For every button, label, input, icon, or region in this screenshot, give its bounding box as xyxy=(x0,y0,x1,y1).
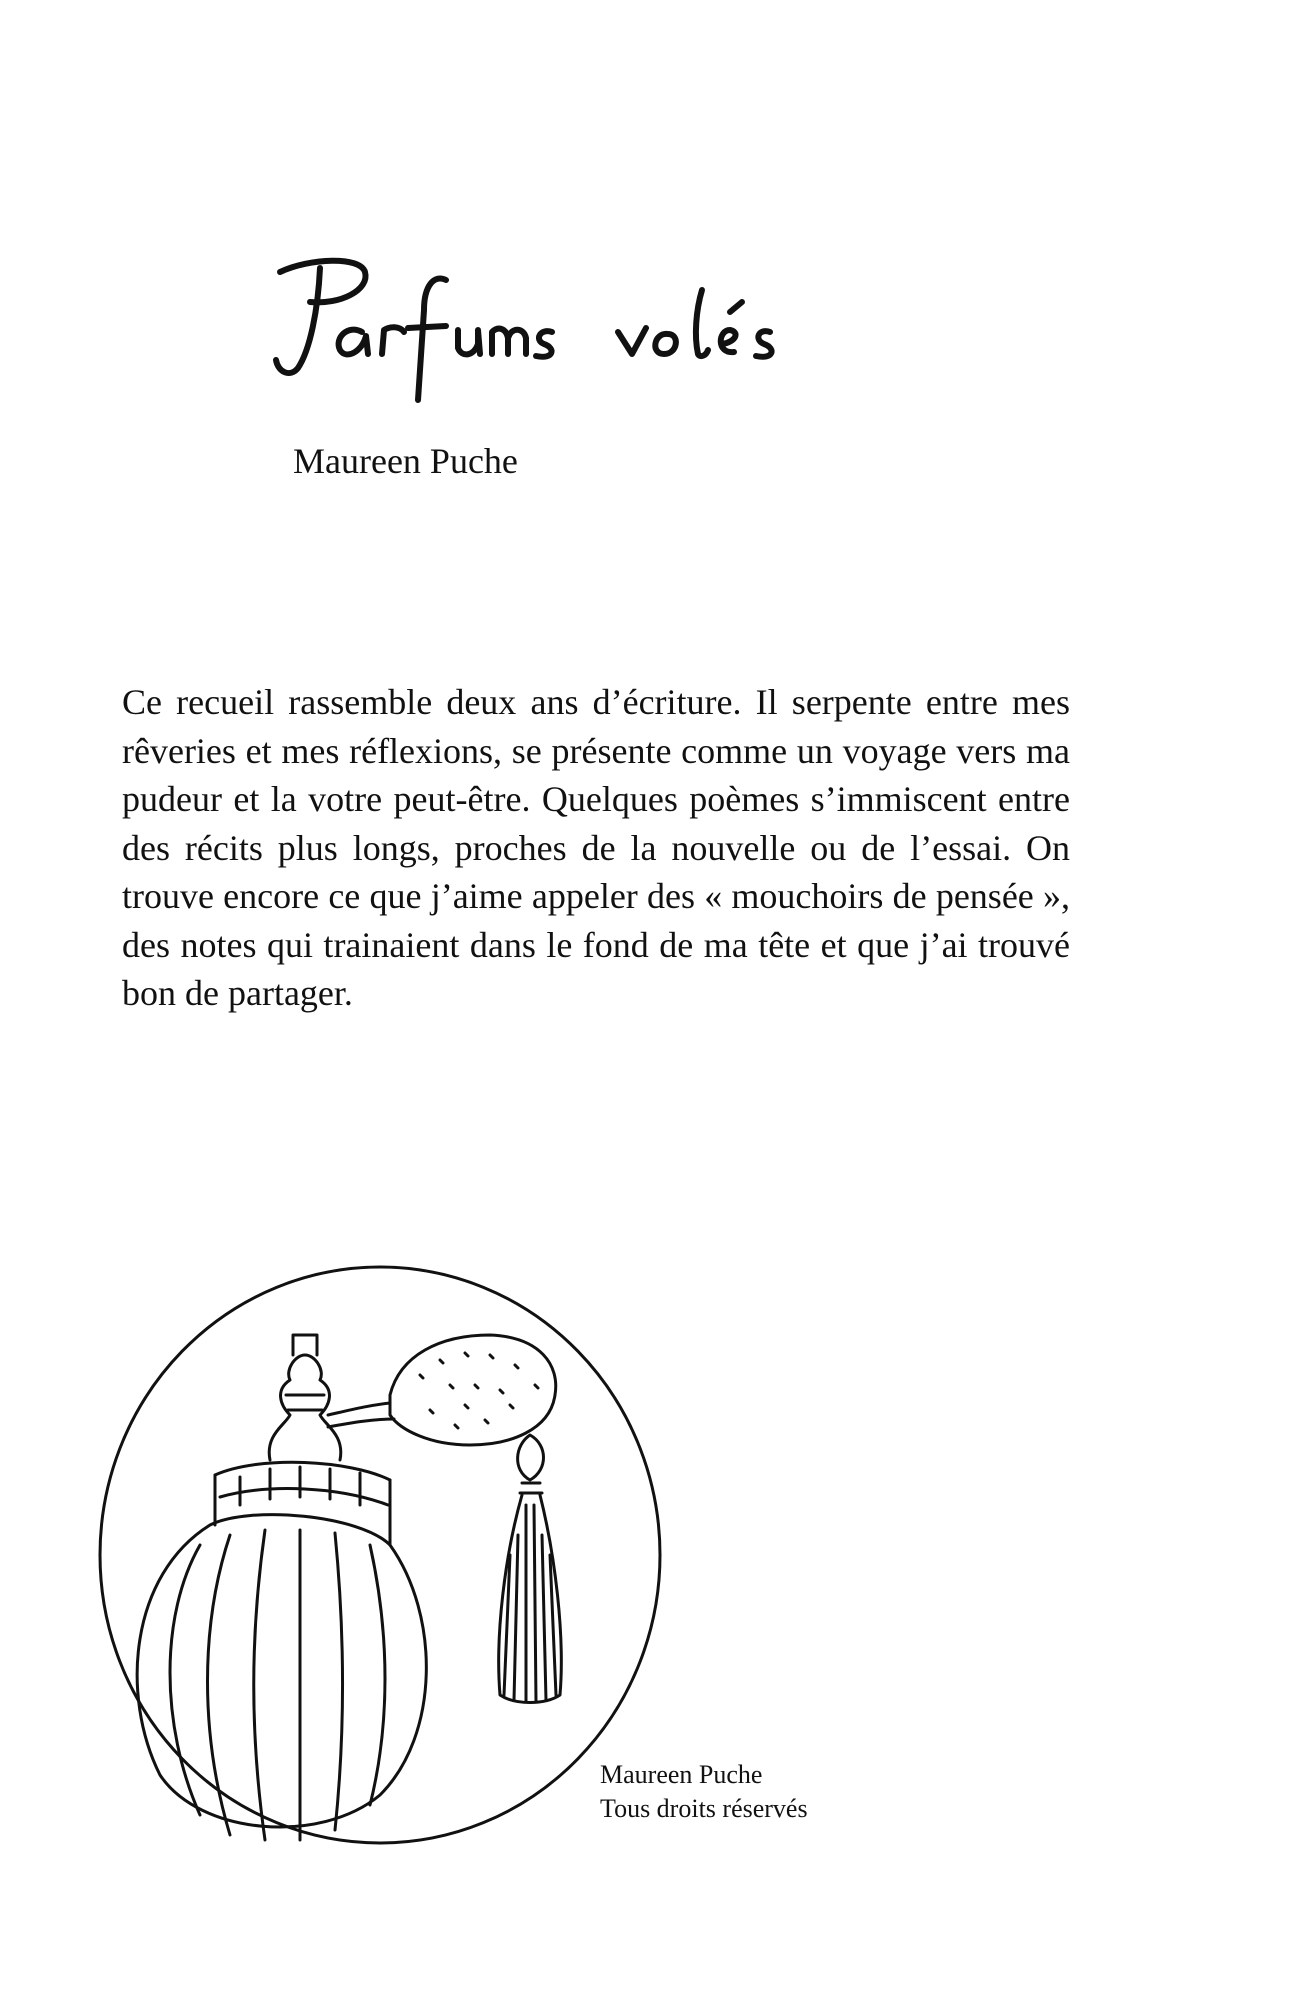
handwritten-title-drawing xyxy=(270,250,810,410)
credits-rights: Tous droits réservés xyxy=(600,1794,808,1823)
perfume-illustration xyxy=(90,1255,670,1875)
author-name: Maureen Puche xyxy=(293,441,518,481)
credits-author: Maureen Puche xyxy=(600,1760,763,1789)
handwritten-title xyxy=(270,250,810,410)
book-description: Ce recueil rassemble deux ans d’écriture. Il serpente entre mes rêveries et mes réflexions, se présente comme un voyage vers ma pudeur et la votre peut-être. Quelques poèmes s’immiscent entre des récits plus longs, proches de la nouvelle ou de l’essai. On trouve encore ce que j’aime appeler des « mouchoirs de pensée », des notes qui trainaient dans le fond de ma tête et que j’ai trouvé bon de partager. xyxy=(122,682,1070,1013)
perfume-atomizer-icon xyxy=(90,1255,670,1875)
copyright-credits xyxy=(600,1758,808,1826)
